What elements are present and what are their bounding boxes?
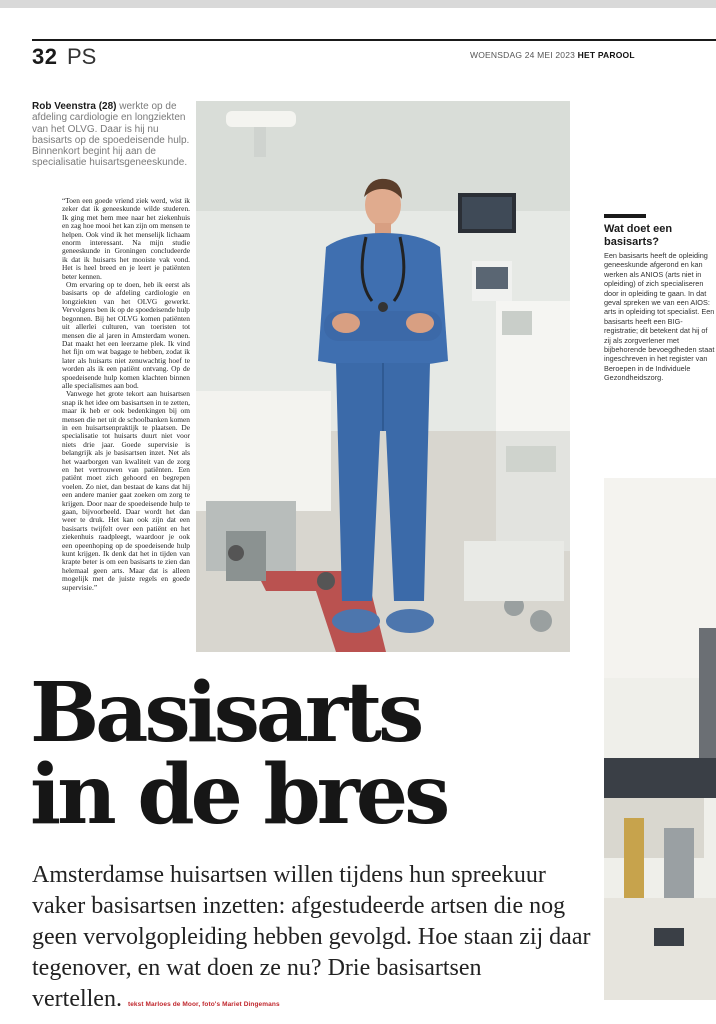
doctor-photo-illustration xyxy=(196,101,570,652)
lead-paragraph xyxy=(32,860,592,1020)
sidebar-title: Wat doet een basisarts? xyxy=(604,223,673,248)
headline xyxy=(30,665,600,843)
issue-date: WOENSDAG 24 MEI 2023 xyxy=(470,50,576,60)
headline-line-2: in de bres xyxy=(30,747,447,843)
intro-name: Rob Veenstra (28) xyxy=(32,101,117,112)
headline-line-1: Basisarts xyxy=(30,665,421,761)
intro-text xyxy=(32,101,192,169)
quote-paragraph: “Toen een goede vriend ziek werd, wist ik zeker dat ik geneeskunde wilde studeren. Ik ging met hem mee naar het ziekenhuis en zag hoe mooi het kan zijn om mensen te helpen. Ook vind ik het menselijk lichaam enorm interessant. Na mijn studie geneeskunde in Groningen concludeerde ik dat ik huisarts het mooiste vak vond. Het is heel breed en je leert je patiënten beter kennen. xyxy=(62,196,190,281)
byline-credit: tekst Marloes de Moor, foto's Mariet Dingemans xyxy=(127,1001,280,1008)
second-photo-edge xyxy=(604,478,716,1000)
sidebar-rule xyxy=(604,214,646,218)
quote-column xyxy=(62,197,190,592)
second-photo-illustration xyxy=(604,478,716,1000)
masthead-rule xyxy=(32,39,716,41)
quote-paragraph: Om ervaring op te doen, heb ik eerst als basisarts op de afdeling cardiologie en longziekten van het OLVG gewerkt. Vervolgens ben ik op de spoedeisende hulp begonnen. Bij het OLVG komen patiënten uit allerlei culturen, van toeristen tot mensen die al jaren in Amsterdam wonen. Dat maakt het een leerzame plek. Ik vind het fijn om wat bagage te hebben, zodat ik later als huisarts niet zenuwachtig hoef te worden als ik een patiënt ontvang. Op de spoedeisende hulp komen klachten binnen alle specialismes aan bod. xyxy=(62,280,190,390)
top-strip xyxy=(0,0,716,8)
section-name: PS xyxy=(67,44,97,69)
page-number: 32 xyxy=(32,44,58,69)
dateline xyxy=(470,50,716,60)
sidebar-body: Een basisarts heeft de opleiding geneeskunde afgerond en kan werken als ANIOS (arts niet in opleiding) of zich specialiseren door in opleiding te gaan. In dat geval spreken we van een AIOS: arts in opleiding tot specialist. Een basisarts heeft een BIG-registratie; dit betekent dat hij of zij als zorgverlener met bijbehorende bevoegdheden staat ingeschreven in het register van Beroepen in de Individuele Gezondheidszorg. xyxy=(604,251,715,383)
intro-body: werkte op de afdeling cardiologie en longziekten van het OLVG. Daar is hij nu basisarts op de spoedeisende hulp. Binnenkort begint hij aan de specialisatie huisartsgeneeskunde. xyxy=(32,101,190,169)
quote-paragraph: Vanwege het grote tekort aan huisartsen snap ik het idee om basisartsen in te zetten, maar ik heb er ook bedenkingen bij om mensen die net uit de schoolbanken komen in een huisartsenpraktijk te plaatsen. De specialisatie tot huisarts duurt niet voor niets drie jaar. Goede supervisie is belangrijk als je basisartsen inzet. Net als het waarborgen van kwaliteit van de zorg en het vertrouwen van patiënten. Een patiënt moet zich gehoord en begrepen voelen. Zo niet, dan bestaat de kans dat hij een andere manier gaat zoeken om zorg te krijgen. Door naar de spoedeisende hulp te gaan, bijvoorbeeld. Daar wordt het dan weer te druk. Het kan ook zijn dat een basisarts twijfelt over een patiënt en het ziekenhuis raadpleegt, waardoor je ook een opeenhoping op de spoedeisende hulp kunt krijgen. Ik denk dat het in tijden van krapte beter is om een basisarts te zien dan helemaal geen arts. Maar dat is alleen mogelijk met de juiste regels en goede supervisie.” xyxy=(62,389,190,592)
sidebar-box xyxy=(604,214,716,383)
doctor-photo xyxy=(196,101,570,652)
paper-name: HET PAROOL xyxy=(577,50,635,60)
lead-text: Amsterdamse huisartsen willen tijdens hun spreekuur vaker basisartsen inzetten: afgestudeerde artsen die nog geen vervolgopleiding hebben gevolgd. Hoe staan zij daar tegenover, en wat doen ze nu? Drie basisartsen vertellen. xyxy=(32,862,591,1012)
